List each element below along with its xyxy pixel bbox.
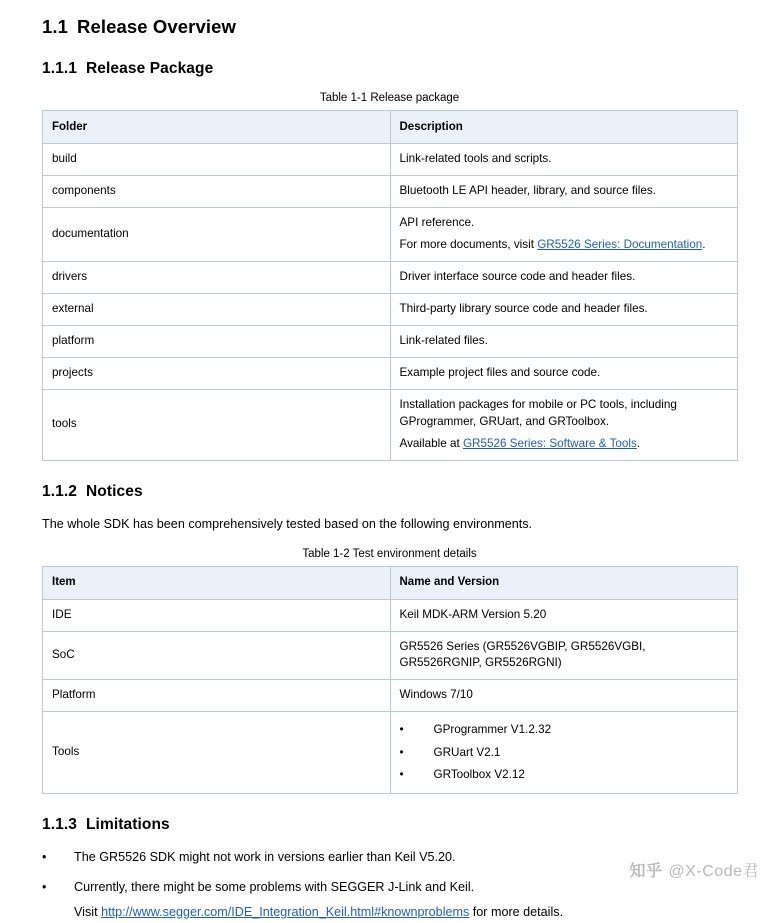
subsection-number: 1.1.2 xyxy=(42,482,77,500)
table-header-row xyxy=(43,111,738,144)
table-test-environment xyxy=(42,566,738,795)
limitation-subline xyxy=(74,903,737,923)
subsection-title: Release Package xyxy=(85,60,214,77)
notices-paragraph: The whole SDK has been comprehensively tested based on the following environments. xyxy=(42,516,533,531)
link-suffix: for more details. xyxy=(469,905,564,920)
cell-value: Keil MDK-ARM Version 5.20 xyxy=(390,599,738,631)
section-title: Release Overview xyxy=(77,16,236,37)
column-header-name-version: Name and Version xyxy=(390,566,738,599)
cell-description xyxy=(390,389,738,460)
table-header-row xyxy=(43,566,738,599)
watermark-text: @X-Code君 xyxy=(668,863,759,880)
subsection-number: 1.1.1 xyxy=(42,60,77,77)
table-row xyxy=(43,144,738,176)
link-suffix: . xyxy=(702,237,706,251)
table-row xyxy=(43,207,738,261)
link-prefix: Available at xyxy=(399,436,463,450)
list-item xyxy=(42,878,737,923)
cell-description-line2 xyxy=(400,436,729,453)
subsection-heading-notices xyxy=(42,483,737,501)
cell-value: GR5526 Series (GR5526VGBIP, GR5526VGBI, GR5526RGNIP, GR5526RGNI) xyxy=(390,631,738,680)
cell-description: Example project files and source code. xyxy=(390,357,738,389)
table-row xyxy=(43,599,738,631)
column-header-folder: Folder xyxy=(43,111,391,144)
table-row xyxy=(43,357,738,389)
cell-description-line1: Installation packages for mobile or PC tools, including GProgrammer, GRUart, and GRToolbox. xyxy=(399,397,677,428)
table-row xyxy=(43,680,738,712)
cell-value: Windows 7/10 xyxy=(390,680,738,712)
link-gr5526-software-tools[interactable]: GR5526 Series: Software & Tools xyxy=(462,436,637,450)
column-header-description: Description xyxy=(390,111,738,144)
cell-folder: drivers xyxy=(43,261,391,293)
cell-folder: build xyxy=(43,144,391,176)
list-item: • GRUart V2.1 xyxy=(400,742,729,764)
limitation-text: The GR5526 SDK might not work in versions earlier than Keil V5.20. xyxy=(74,850,456,865)
table-row xyxy=(43,389,738,460)
cell-description-line1: API reference. xyxy=(399,215,475,229)
list-item: • GRToolbox V2.12 xyxy=(400,764,729,786)
subsection-number: 1.1.3 xyxy=(42,816,77,834)
watermark-logo: 知乎 xyxy=(629,863,663,880)
table-row xyxy=(43,712,738,794)
table-row xyxy=(43,175,738,207)
cell-item: SoC xyxy=(43,631,391,680)
column-header-item: Item xyxy=(43,566,391,599)
cell-folder: external xyxy=(43,293,391,325)
table-row xyxy=(43,325,738,357)
link-prefix: Visit xyxy=(74,905,102,920)
cell-description: Link-related tools and scripts. xyxy=(390,144,738,176)
cell-folder: tools xyxy=(43,389,391,460)
list-item: • GProgrammer V1.2.32 xyxy=(400,719,729,741)
cell-description: Link-related files. xyxy=(390,325,738,357)
cell-item: Platform xyxy=(43,680,391,712)
cell-description: Bluetooth LE API header, library, and source files. xyxy=(390,175,738,207)
watermark xyxy=(629,858,759,881)
cell-value xyxy=(390,712,738,794)
table-row xyxy=(43,293,738,325)
cell-description: Driver interface source code and header files. xyxy=(390,261,738,293)
section-heading-release-overview xyxy=(42,16,737,38)
link-suffix: . xyxy=(636,436,641,450)
table-release-package xyxy=(42,110,738,461)
cell-folder: projects xyxy=(43,357,391,389)
subsection-title: Notices xyxy=(85,482,143,500)
cell-item: IDE xyxy=(43,599,391,631)
table-caption-release-package: Table 1-1 Release package xyxy=(319,92,460,104)
table-row xyxy=(43,631,738,680)
table-caption-test-environment: Table 1-2 Test environment details xyxy=(302,547,477,560)
subsection-heading-release-package xyxy=(42,60,737,78)
tools-list xyxy=(400,719,729,786)
cell-folder: components xyxy=(43,175,391,207)
cell-folder: platform xyxy=(43,325,391,357)
cell-description-line2 xyxy=(400,237,729,254)
cell-folder: documentation xyxy=(43,207,391,261)
link-prefix: For more documents, visit xyxy=(399,237,538,251)
subsection-title: Limitations xyxy=(85,816,170,834)
subsection-heading-limitations xyxy=(42,816,737,834)
limitation-text: Currently, there might be some problems with SEGGER J-Link and Keil. xyxy=(74,879,475,894)
cell-description xyxy=(390,207,738,261)
cell-item: Tools xyxy=(43,712,391,794)
table-row xyxy=(43,261,738,293)
link-gr5526-documentation[interactable]: GR5526 Series: Documentation xyxy=(537,237,703,251)
section-number: 1.1 xyxy=(42,16,69,37)
cell-description: Third-party library source code and header files. xyxy=(390,293,738,325)
link-segger-known-problems[interactable]: http://www.segger.com/IDE_Integration_Keil.html#knownproblems xyxy=(101,905,470,920)
